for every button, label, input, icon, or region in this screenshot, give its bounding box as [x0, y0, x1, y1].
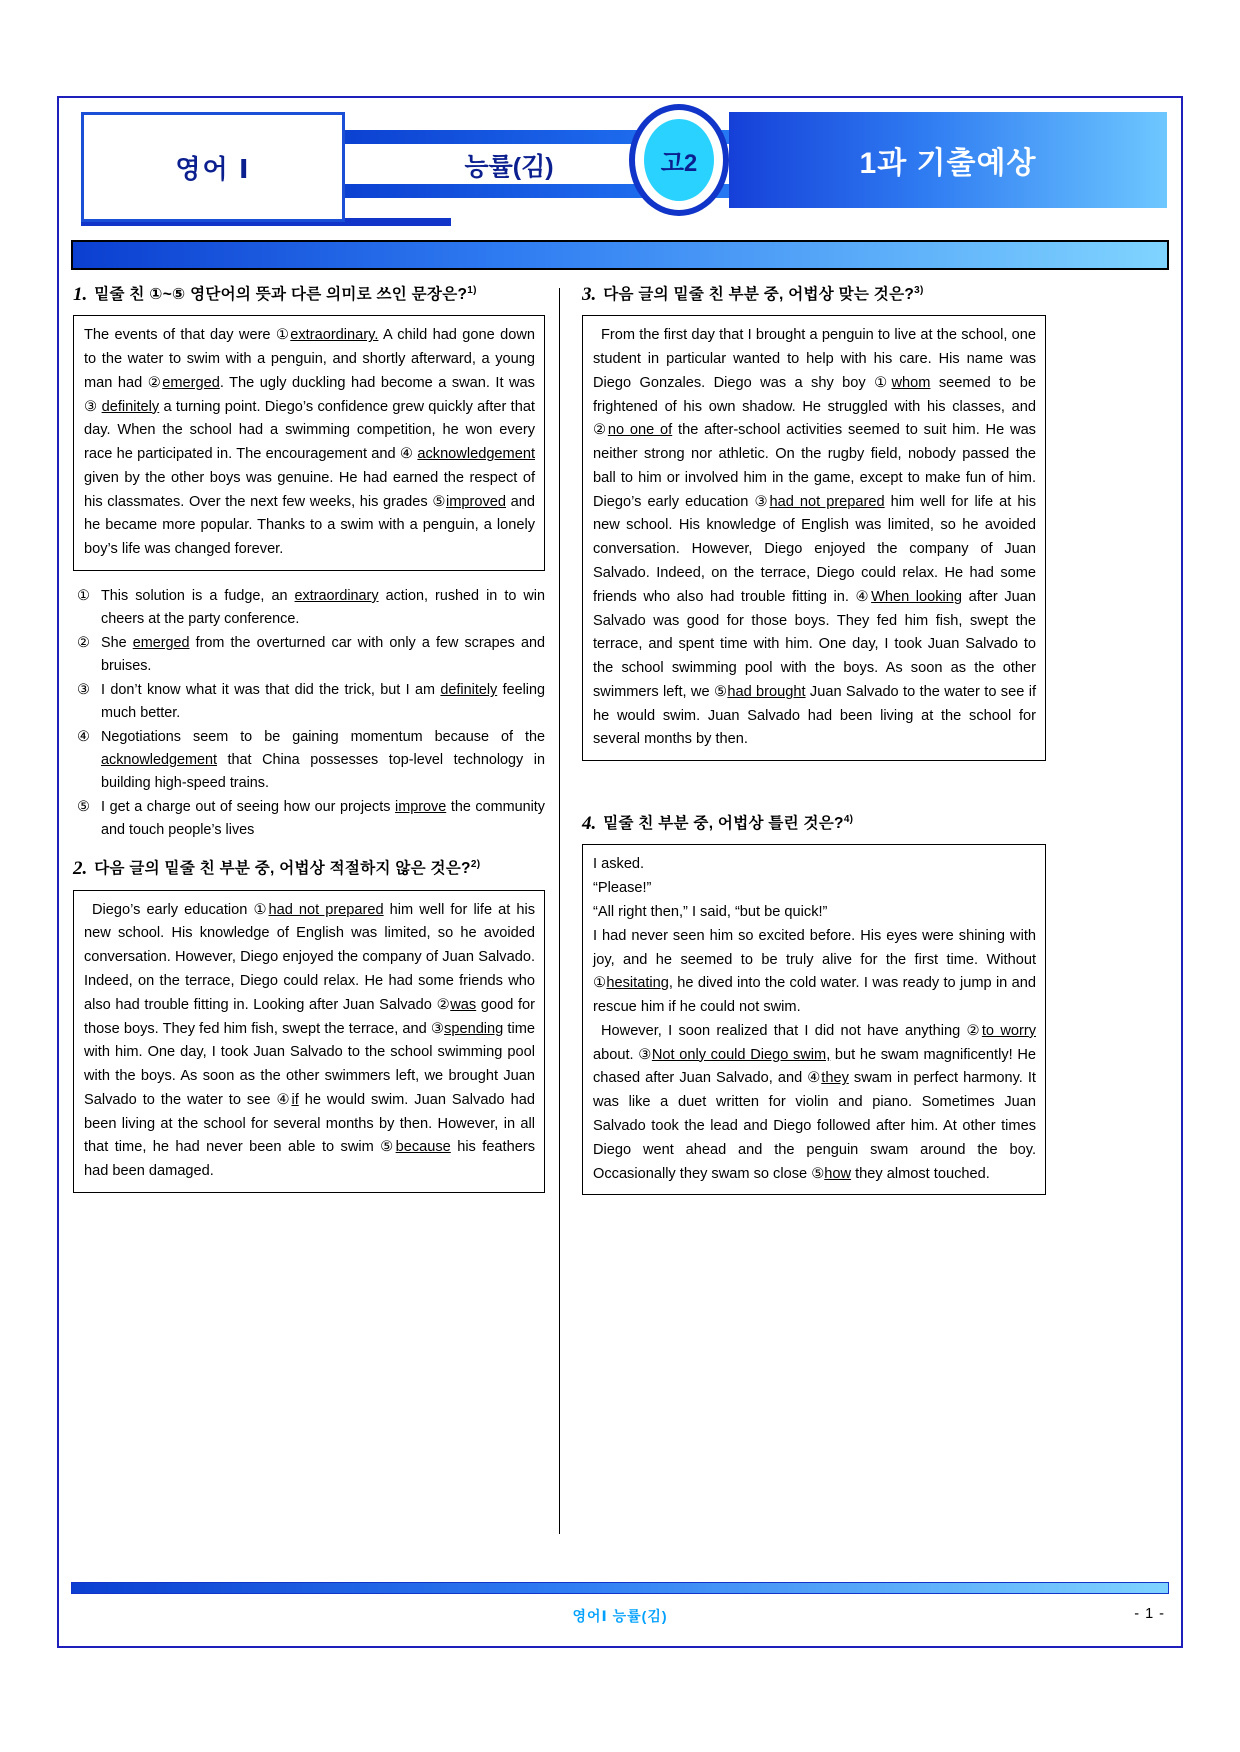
choice-marker: ⑤ — [77, 799, 90, 816]
passage-line: “All right then,” I said, “but be quick!” — [593, 903, 828, 920]
choice-text: I get a charge out of seeing how our projects improve the community and touch people’s lives — [101, 799, 545, 839]
question-4-heading — [582, 813, 1046, 835]
passage-line: “Please!” — [593, 880, 652, 897]
grade-badge — [629, 104, 729, 216]
page-number: - 1 - — [1134, 1606, 1165, 1622]
right-column — [560, 284, 1046, 1604]
question-2-prompt: 다음 글의 밑줄 친 부분 중, 어법상 적절하지 않은 것은?$^{2)}$ — [94, 859, 481, 878]
question-2-passage — [73, 890, 545, 1193]
question-3-heading — [582, 284, 1046, 306]
content-columns — [73, 284, 1167, 1604]
passage-text-2: However, I soon realized that I did not have anything ②to worry about. ③Not only could Diego swim, but he swam magnificently! He chased after Juan Salvado, and ④they swam in perfect harmony. It was like a duet written for violin and piano. Sometimes Juan Salvado took the lead and Diego followed after him. At other times Diego went ahead and the penguin swam around the boy. Occasionally they swam so close ⑤how they almost touched. — [593, 1022, 1036, 1182]
textbook-label: 능률(김) — [464, 153, 554, 181]
passage-text: From the first day that I brought a penguin to live at the school, one student in particular wanted to help with his care. His name was Diego Gonzales. Diego was a shy boy ①whom seemed to be frightened of his own shadow. He struggled with his classes, and ②no one of the after-school activities seemed to suit him. He was neither strong nor athletic. On the rugby field, nobody passed the ball to him or involved him in the game, except to make fun of him. Diego’s early education ③had not prepared him well for life at his new school. His knowledge of English was limited, so he avoided conversation. However, Diego enjoyed the company of Juan Salvado. Indeed, on the terrace, Diego could relax. He had some friends who also had trouble fitting in. ④When looking after Juan Salvado was good for those boys. They fed him fish, swept the terrace, and spent time with him. One day, I took Juan Salvado to the school swimming pool with the boys. As soon as the other swimmers left, we ⑤had brought Juan Salvado to the water to see if he would swim. Juan Salvado had been living at the school for several months by then. — [593, 327, 1036, 748]
question-1-footnote: 1) — [467, 285, 477, 296]
question-2-footnote: 2) — [470, 859, 481, 871]
title-box — [729, 112, 1167, 208]
question-3-passage — [582, 315, 1046, 761]
left-column — [73, 284, 559, 1604]
grade-badge-inner — [644, 119, 714, 201]
question-1-choices — [77, 585, 545, 843]
passage-text: Diego’s early education ①had not prepared him well for life at his new school. His knowledge of English was limited, so he avoided conversation. However, Diego enjoyed the company of Juan Salvado. Indeed, on the terrace, Diego could relax. He had some friends who also had trouble fitting in. Looking after Juan Salvado ②was good for those boys. They fed him fish, swept the terrace, and ③spending time with him. One day, I took Juan Salvado to the school swimming pool with the boys. As soon as the other swimmers left, we brought Juan Salvado to the water to see ④if he would swim. Juan Salvado had been living at the school for several months by then. However, in all that time, he had never been able to swim ⑤because his feathers had been damaged. — [84, 901, 535, 1180]
page-title: 1과 기출예상 — [859, 147, 1037, 180]
question-3-number: 3. — [582, 284, 597, 305]
exam-page — [57, 96, 1183, 1648]
choice-text: This solution is a fudge, an extraordinary action, rushed in to win cheers at the party conference. — [101, 587, 545, 628]
grade-badge-label: 고2 — [660, 149, 698, 177]
choice-item[interactable] — [77, 726, 545, 795]
question-1-passage — [73, 315, 545, 571]
spacer — [582, 775, 1046, 813]
choice-marker: ④ — [77, 729, 90, 746]
question-1-prompt: 밑줄 친 ①~⑤ 영단어의 뜻과 다른 의미로 쓰인 문장은?$^{1)}$ — [94, 285, 477, 304]
masthead — [69, 106, 1171, 234]
choice-text: She emerged from the overturned car with only a few scrapes and bruises. — [101, 635, 545, 675]
passage-text: I had never seen him so excited before. His eyes were shining with joy, and he seemed to be truly alive for the first time. Without ①hesitating, he dived into the cold water. I was ready to jump in and rescue him if he could not swim. — [593, 927, 1036, 1016]
textbook-box — [399, 144, 619, 186]
question-4-footnote: 4) — [843, 814, 854, 826]
passage-text: The events of that day were ①extraordinary. A child had gone down to the water to swim with a penguin, and shortly afterward, a young man had ②emerged. The ugly duckling had become a swan. It was ③ definitely a turning point. Diego’s confidence grew quickly after that day. When the school had a swimming competition, he won every race he participated in. The encouragement and ④ acknowledgement given by the other boys was genuine. He had earned the respect of his classmates. Over the next few weeks, his grades ⑤improved and he became more popular. Thanks to a swim with a penguin, a lonely boy’s life was changed forever. — [84, 327, 535, 558]
question-1-number: 1. — [73, 284, 88, 305]
choice-text: I don’t know what it was that did the trick, but I am definitely feeling much better. — [101, 682, 545, 722]
question-1-heading — [73, 284, 545, 306]
subject-label: 영어 Ⅰ — [175, 153, 251, 184]
choice-marker: ② — [77, 635, 90, 652]
choice-item[interactable] — [77, 796, 545, 842]
question-4-passage — [582, 844, 1046, 1195]
question-2-number: 2. — [73, 858, 88, 880]
question-4-prompt: 밑줄 친 부분 중, 어법상 틀린 것은?$^{4)}$ — [603, 814, 854, 833]
choice-text: Negotiations seem to be gaining momentum because of the acknowledgement that China possesses top-level technology in building high-speed trains. — [101, 729, 545, 792]
choice-item[interactable] — [77, 632, 545, 678]
passage-line: I asked. — [593, 856, 645, 873]
choice-item[interactable] — [77, 585, 545, 631]
question-4-number: 4. — [582, 813, 597, 835]
subject-box — [81, 112, 345, 222]
question-2-heading — [73, 858, 545, 880]
page-footer — [71, 1582, 1169, 1632]
question-3-footnote: 3) — [914, 285, 924, 296]
header-ribbon — [71, 240, 1169, 270]
footer-center-label: 영어Ⅰ 능률(김) — [572, 1608, 668, 1624]
choice-marker: ③ — [77, 682, 90, 699]
choice-marker: ① — [77, 587, 90, 604]
question-3-prompt: 다음 글의 밑줄 친 부분 중, 어법상 맞는 것은?$^{3)}$ — [603, 285, 924, 304]
footer-gradient-bar — [71, 1582, 1169, 1594]
choice-item[interactable] — [77, 679, 545, 725]
